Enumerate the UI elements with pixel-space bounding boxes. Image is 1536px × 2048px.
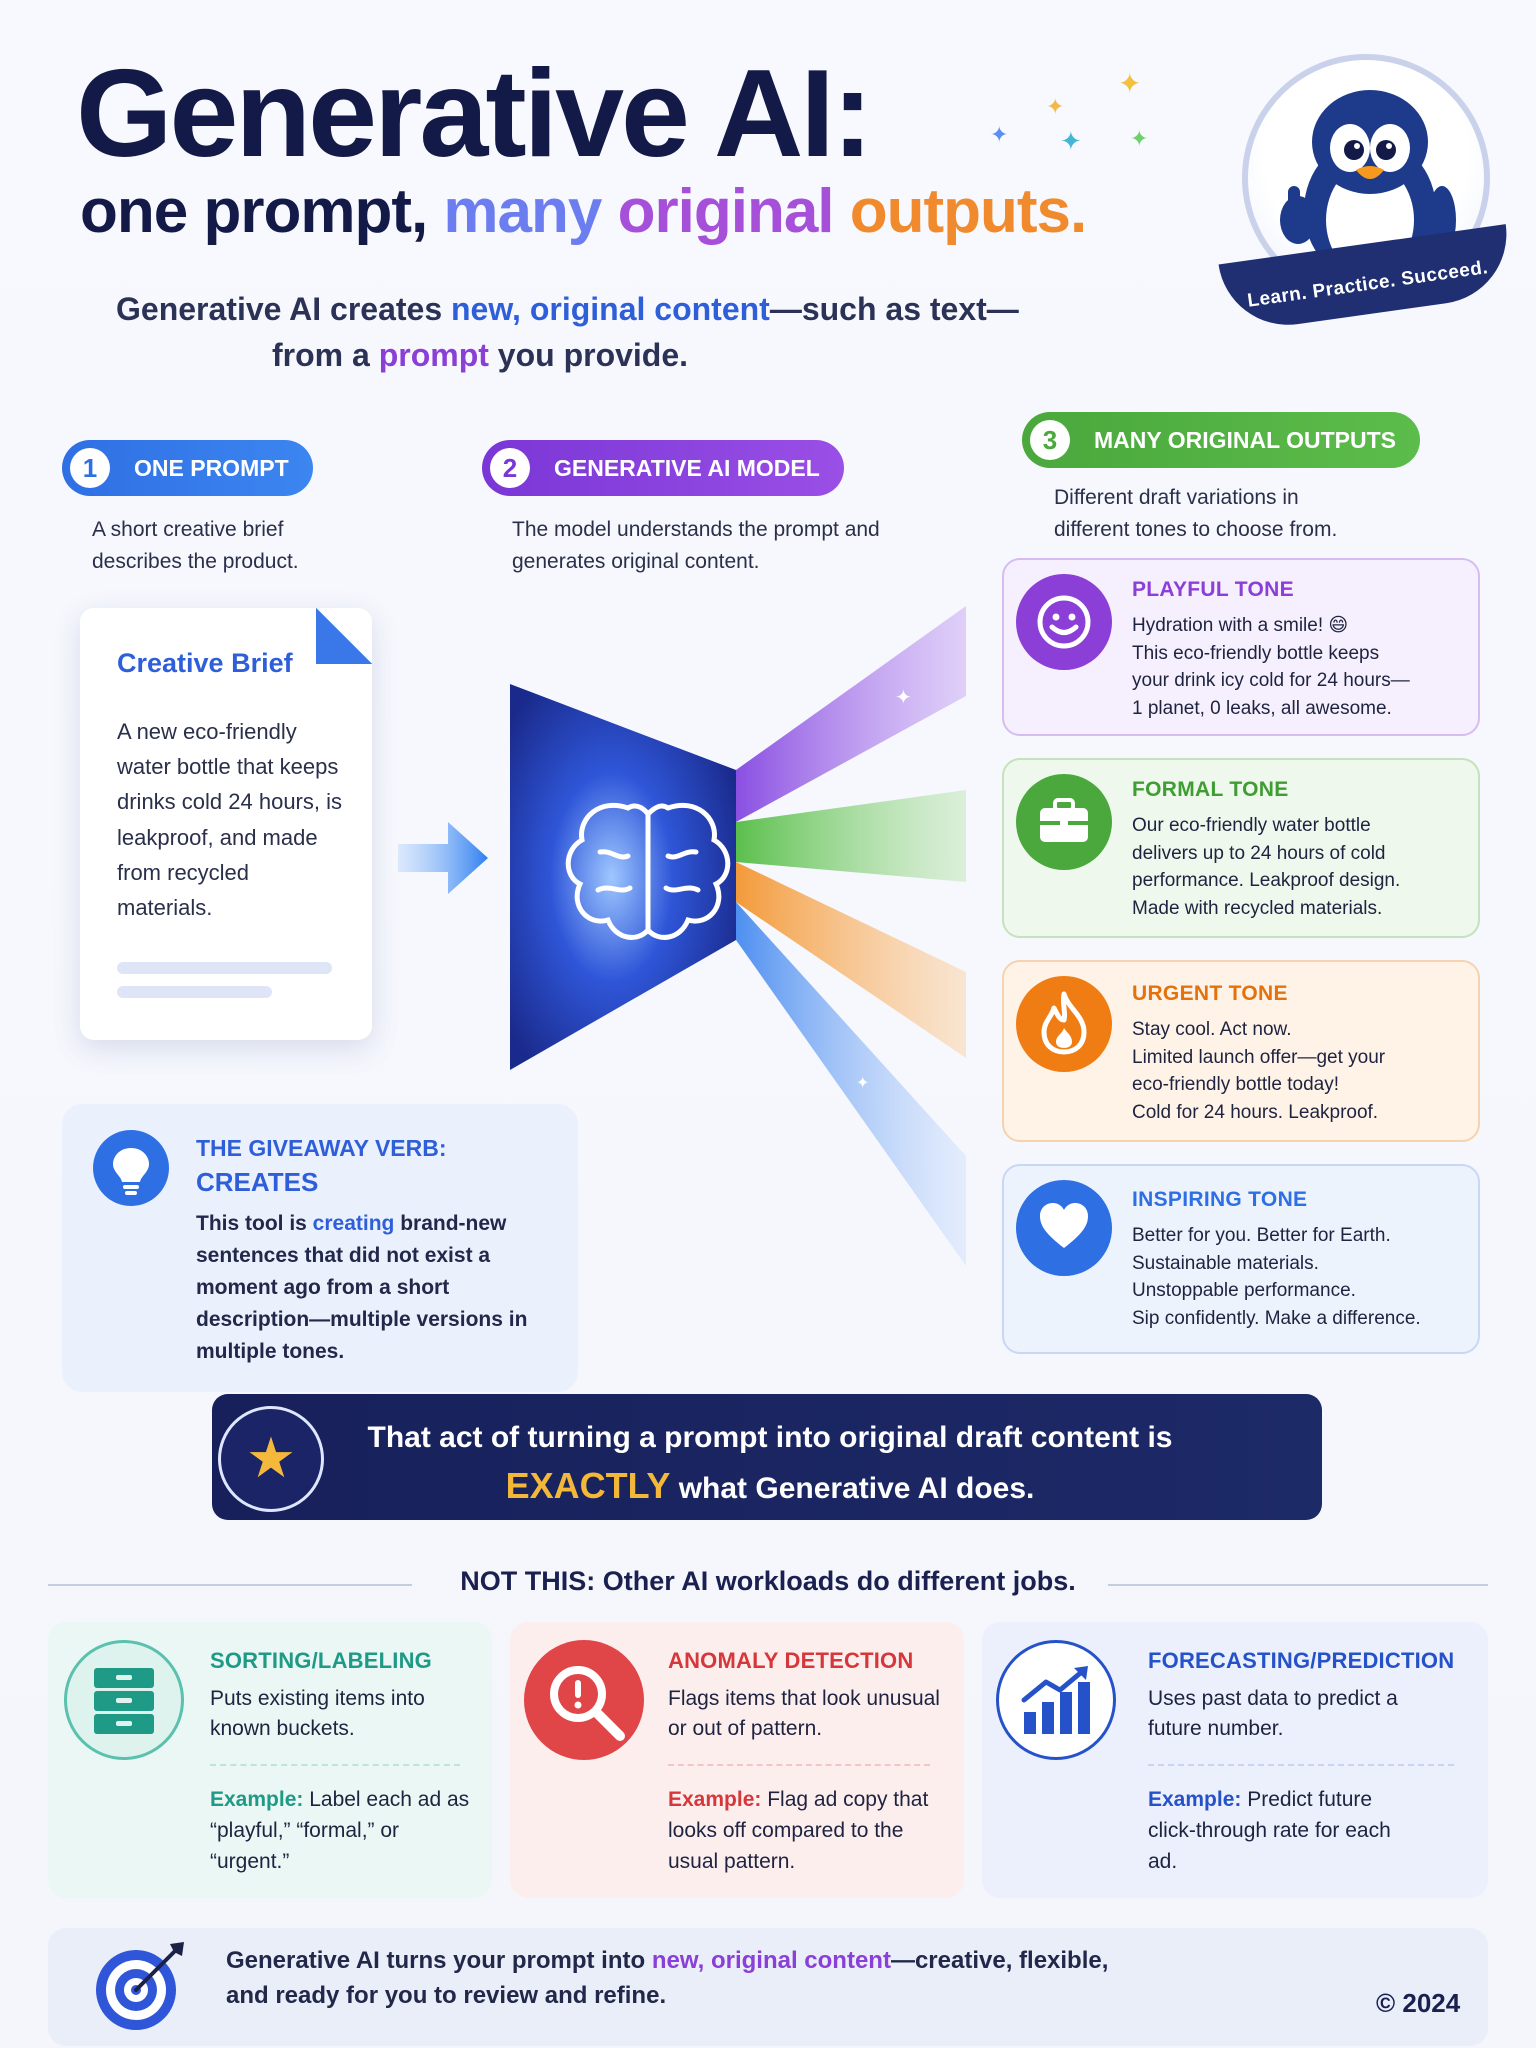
giveaway-body xyxy=(196,1208,556,1368)
sparkle-icon: ✦ xyxy=(1118,68,1142,99)
banner-exactly: EXACTLY xyxy=(505,1464,671,1506)
workload-desc-anomaly: Flags items that look unusual or out of pattern. xyxy=(668,1687,940,1741)
divider xyxy=(1108,1584,1488,1586)
page-title: Generative AI: xyxy=(76,45,871,183)
example-text: Predict future click-through rate for each ad. xyxy=(1148,1788,1391,1874)
footer-text xyxy=(226,1944,1206,2014)
sparkle-icon: ✦ xyxy=(856,1075,870,1092)
workload-title-sorting: SORTING/LABELING xyxy=(210,1648,432,1673)
output-title-inspiring: INSPIRING TONE xyxy=(1132,1188,1308,1211)
target-icon xyxy=(92,1938,188,2034)
divider xyxy=(668,1764,930,1766)
giveaway-body-a: This tool is xyxy=(196,1212,313,1235)
output-line: eco-friendly bottle today! xyxy=(1132,1074,1340,1096)
output-line: Better for you. Better for Earth. xyxy=(1132,1225,1391,1246)
output-title-formal: FORMAL TONE xyxy=(1132,778,1289,801)
alert-magnifier-icon xyxy=(540,1656,632,1748)
not-this-heading: NOT THIS: Other AI workloads do different jobs. xyxy=(460,1566,1076,1596)
sparkle-icon: ✦ xyxy=(895,687,912,709)
output-line: delivers up to 24 hours of cold xyxy=(1132,842,1386,864)
workload-title-forecasting: FORECASTING/PREDICTION xyxy=(1148,1648,1455,1673)
workload-example-forecasting xyxy=(1148,1784,1418,1877)
divider xyxy=(48,1584,412,1586)
step-1-pill xyxy=(62,440,313,496)
divider xyxy=(1148,1764,1454,1766)
output-line: Cold for 24 hours. Leakproof. xyxy=(1132,1102,1379,1124)
smile-icon xyxy=(1034,592,1094,652)
output-line: 1 planet, 0 leaks, all awesome. xyxy=(1132,698,1392,720)
workload-desc-sorting: Puts existing items into known buckets. xyxy=(210,1687,425,1741)
step-3-pill xyxy=(1022,412,1420,468)
footer-highlight: new, original content xyxy=(651,1947,891,1974)
footer-c: —creative, flexible, xyxy=(890,1947,1109,1974)
intro-highlight-prompt: prompt xyxy=(378,337,489,374)
divider xyxy=(210,1764,460,1766)
cabinet-icon xyxy=(90,1664,158,1736)
banner-text xyxy=(330,1416,1210,1512)
step-3-desc: Different draft variations in different tones to choose from. xyxy=(1054,486,1338,541)
output-line: performance. Leakproof design. xyxy=(1132,870,1401,892)
step-3-label: MANY ORIGINAL OUTPUTS xyxy=(1094,426,1396,453)
giveaway-body-highlight: creating xyxy=(312,1212,395,1235)
bar-chart-arrow-icon xyxy=(1018,1662,1096,1740)
output-line: Limited launch offer—get your xyxy=(1132,1046,1386,1068)
brief-placeholder-line xyxy=(117,986,272,998)
example-text: Label each ad as “playful,” “formal,” or “urgent.” xyxy=(210,1788,470,1874)
step-2-desc: The model understands the prompt and generates original content. xyxy=(512,518,880,573)
output-body-urgent xyxy=(1132,1016,1452,1127)
lightbulb-icon xyxy=(107,1142,155,1196)
workload-desc-forecasting: Uses past data to predict a future number. xyxy=(1148,1687,1398,1741)
intro-a: Generative AI creates xyxy=(116,291,451,327)
output-line: Our eco-friendly water bottle xyxy=(1132,815,1371,836)
intro-c: —such as text— xyxy=(769,291,1019,327)
copyright: © 2024 xyxy=(1376,1988,1461,2018)
output-line: Made with recycled materials. xyxy=(1132,898,1383,920)
output-title-urgent: URGENT TONE xyxy=(1132,982,1288,1005)
arrow-right-icon xyxy=(398,818,490,898)
output-title-playful: PLAYFUL TONE xyxy=(1132,578,1294,601)
page-subtitle xyxy=(80,178,1086,246)
output-line: your drink icy cold for 24 hours— xyxy=(1132,670,1410,692)
intro-d: from a xyxy=(272,337,379,374)
step-2-number: 2 xyxy=(490,448,530,488)
sparkle-icon: ✦ xyxy=(1060,126,1082,156)
sparkle-icon: ✦ xyxy=(990,122,1009,147)
example-text: Flag ad copy that looks off compared to the usual pattern. xyxy=(668,1788,929,1874)
example-label: Example: xyxy=(210,1788,304,1811)
output-line: This eco-friendly bottle keeps xyxy=(1132,642,1380,664)
step-2-pill xyxy=(482,440,844,496)
example-label: Example: xyxy=(1148,1788,1242,1811)
output-line: Stay cool. Act now. xyxy=(1132,1019,1292,1040)
sparkle-icon: ✦ xyxy=(1130,126,1149,151)
output-body-playful xyxy=(1132,612,1452,723)
giveaway-head-verb: CREATES xyxy=(196,1167,319,1198)
brief-placeholder-line xyxy=(117,962,332,974)
output-line: Hydration with a smile! 😄 xyxy=(1132,615,1349,636)
footer-d: and ready for you to review and refine. xyxy=(226,1981,667,2009)
page-fold-icon xyxy=(316,608,372,664)
output-line: Sip confidently. Make a difference. xyxy=(1132,1308,1421,1330)
brief-body: A new eco-friendly water bottle that keeps drinks cold 24 hours, is leakproof, and made from recycled materials. xyxy=(117,719,342,920)
step-1-number: 1 xyxy=(70,448,110,488)
footer-a: Generative AI turns your prompt into xyxy=(226,1947,652,1974)
banner-line1: That act of turning a prompt into original draft content is xyxy=(367,1421,1173,1454)
step-1-desc: A short creative brief describes the product. xyxy=(92,518,299,573)
flame-icon xyxy=(1038,990,1090,1056)
output-line: Unstoppable performance. xyxy=(1132,1280,1356,1302)
sparkle-icon: ✦ xyxy=(1046,94,1065,119)
subtitle-outputs: outputs. xyxy=(849,177,1087,246)
giveaway-body-c: brand-new sentences that did not exist a moment ago from a short description—multiple versions in multiple tones. xyxy=(196,1212,528,1363)
subtitle-many: many xyxy=(443,177,618,246)
heart-icon xyxy=(1036,1200,1092,1252)
intro-highlight-content: new, original content xyxy=(451,291,770,327)
brief-title: Creative Brief xyxy=(117,648,293,678)
badge-ribbon: Learn. Practice. Succeed. xyxy=(1219,224,1516,334)
workload-example-anomaly xyxy=(668,1784,938,1877)
step-3-number: 3 xyxy=(1030,420,1070,460)
star-icon: ★ xyxy=(218,1406,324,1512)
giveaway-heading xyxy=(196,1132,447,1201)
workload-title-anomaly: ANOMALY DETECTION xyxy=(668,1648,914,1673)
workload-example-sorting xyxy=(210,1784,470,1877)
output-body-inspiring xyxy=(1132,1222,1452,1333)
output-body-formal xyxy=(1132,812,1452,923)
step-2-label: GENERATIVE AI MODEL xyxy=(554,454,820,481)
example-label: Example: xyxy=(668,1788,762,1811)
briefcase-icon xyxy=(1034,794,1094,850)
subtitle-part1: one prompt, xyxy=(80,177,444,246)
output-line: Sustainable materials. xyxy=(1132,1252,1319,1274)
giveaway-head-line1: THE GIVEAWAY VERB: xyxy=(196,1135,447,1161)
subtitle-original: original xyxy=(617,177,850,246)
step-1-label: ONE PROMPT xyxy=(134,454,289,481)
banner-line2: what Generative AI does. xyxy=(670,1471,1035,1505)
intro-text xyxy=(116,286,1116,379)
intro-f: you provide. xyxy=(488,337,689,374)
